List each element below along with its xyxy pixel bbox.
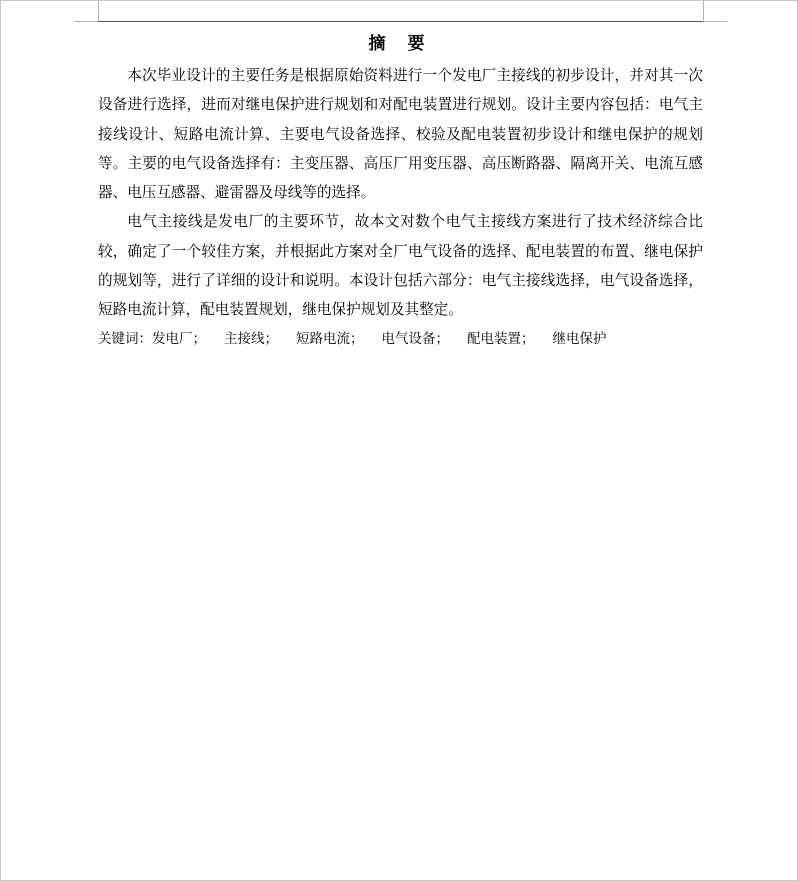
crop-mark-top-left-horizontal <box>74 21 98 22</box>
keywords-line <box>98 325 703 354</box>
abstract-paragraph-2: 电气主接线是发电厂的主要环节，故本文对数个电气主接线方案进行了技术经济综合比较，确定了一个较佳方案，并根据此方案对全厂电气设备的选择、配电装置的布置、继电保护的规划等，进行了详细的设计和说明。本设计包括六部分：电气主接线选择，电气设备选择，短路电流计算，配电装置规划，继电保护规划及其整定。 <box>98 213 703 319</box>
header-rule <box>98 21 703 22</box>
keyword-item: 配电装置； <box>467 330 535 347</box>
keyword-item: 继电保护 <box>552 330 607 347</box>
keyword-item: 发电厂； <box>152 330 206 347</box>
crop-mark-top-right-horizontal <box>703 21 727 22</box>
crop-mark-top-right-vertical <box>703 1 704 22</box>
document-body <box>98 61 703 354</box>
keyword-item: 短路电流； <box>296 330 364 347</box>
page-title: 摘 要 <box>368 34 433 54</box>
keyword-item: 电气设备； <box>381 330 449 347</box>
keyword-item: 主接线； <box>224 330 278 347</box>
keywords-label: 关键词： <box>98 330 152 347</box>
crop-mark-top-left-vertical <box>98 1 99 22</box>
abstract-paragraph-1: 本次毕业设计的主要任务是根据原始资料进行一个发电厂主接线的初步设计，并对其一次设备进行选择，进而对继电保护进行规划和对配电装置进行规划。设计主要内容包括：电气主接线设计、短路电流计算、主要电气设备选择、校验及配电装置初步设计和继电保护的规划等。主要的电气设备选择有：主变压器、高压厂用变压器、高压断路器、隔离开关、电流互感器、电压互感器、避雷器及母线等的选择。 <box>98 67 703 202</box>
